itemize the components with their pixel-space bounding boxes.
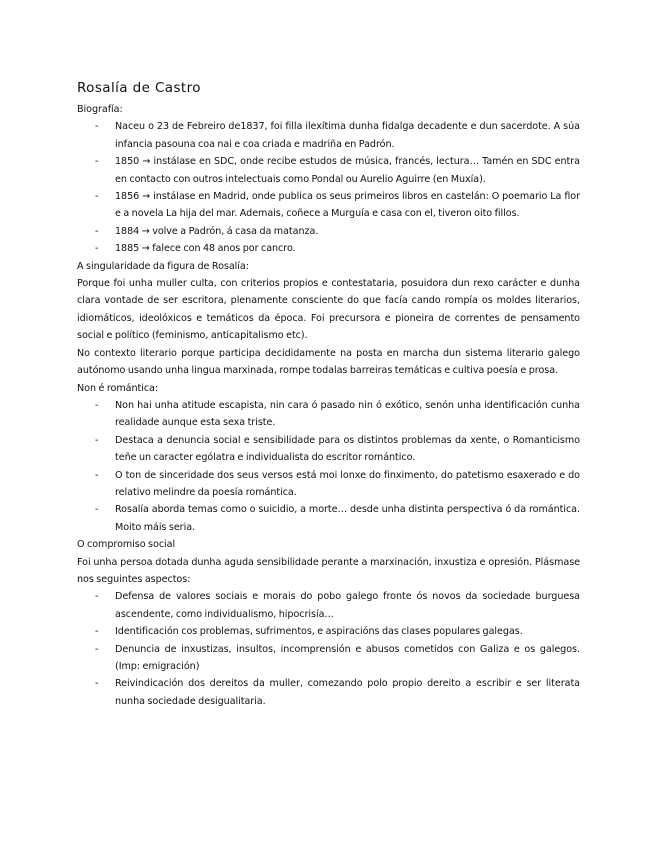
list-item (77, 501, 580, 536)
dash-bullet: - (95, 434, 99, 446)
social-commitment-paragraph: Foi unha persoa dotada dunha aguda sensibilidade perante a marxinación, inxustiza e opresión. Plásmase nos seguintes aspectos: (77, 556, 580, 585)
list-item (77, 118, 580, 153)
dash-bullet: - (95, 156, 99, 168)
dash-bullet: - (95, 643, 99, 655)
social-commitment-heading: O compromiso social (77, 539, 176, 551)
list-item-text: Denuncia de inxustizas, insultos, incomprensión e abusos cometidos con Galiza e os galegos. (Imp: emigración) (115, 643, 580, 672)
dash-bullet: - (95, 469, 99, 481)
biography-list (77, 118, 580, 257)
list-item-text: Reivindicación dos dereitos da muller, comezando polo propio dereito a escribir e ser literata nunha sociedade desigualitaria. (115, 678, 580, 707)
dash-bullet: - (95, 504, 99, 516)
document-title: Rosalía de Castro (77, 80, 201, 96)
list-item (77, 467, 580, 502)
list-item-text: 1856 → instálase en Madrid, onde publica os seus primeiros libros en castelán: O poemario La flor e a novela La hija del mar. Ademais, coñece a Murguía e casa con el, tiveron oito fillos. (115, 191, 580, 220)
dash-bullet: - (95, 591, 99, 603)
dash-bullet: - (95, 678, 99, 690)
list-item-text: 1850 → instálase en SDC, onde recibe estudos de música, francés, lectura… Tamén en SDC entra en contacto con outros intelectuais como Pondal ou Aurelio Aguirre (en Muxía). (115, 156, 580, 185)
list-item-text: Destaca a denuncia social e sensibilidade para os distintos problemas da xente, o Romanticismo teñe un caracter ególatra e individualista do escritor romántico. (115, 434, 580, 464)
list-item (77, 188, 580, 223)
list-item (77, 223, 580, 240)
dash-bullet: - (95, 399, 99, 411)
list-item (77, 153, 580, 188)
not-romantic-heading: Non é romántica: (77, 382, 159, 394)
list-item (77, 623, 580, 640)
singularity-paragraph: No contexto literario porque participa decididamente na posta en marcha dun sistema literario galego autónomo usando unha lingua marxinada, rompe todalas barreiras temáticas e cultiva poesía e prosa. (77, 347, 580, 377)
document-body (77, 101, 580, 710)
list-item (77, 675, 580, 710)
not-romantic-list (77, 397, 580, 536)
dash-bullet: - (95, 121, 99, 133)
list-item-text: Rosalía aborda temas como o suicidio, a morte… desde unha distinta perspectiva ó da romántica. Moito máis seria. (115, 504, 580, 533)
list-item (77, 397, 580, 432)
list-item-text: Non hai unha atitude escapista, nin cara ó pasado nin ó exótico, senón unha identificación cunha realidade aunque esta sexa triste. (115, 399, 580, 429)
dash-bullet: - (95, 191, 99, 203)
list-item-text: Identificación cos problemas, sufrimentos, e aspiracións das clases populares galegas. (115, 626, 523, 638)
list-item (77, 240, 580, 257)
dash-bullet: - (95, 243, 99, 255)
social-commitment-list (77, 588, 580, 710)
singularity-paragraph: Porque foi unha muller culta, con criterios propios e contestataria, posuidora dun rexo carácter e dunha clara vontade de ser escritora, plenamente consciente do que facía cando rompía os moldes literarios, idiomáticos, ideolóxicos e temáticos da época. Foi precursora e pioneira de correntes de pensamento social e político (feminismo, anticapitalismo etc). (77, 278, 580, 342)
list-item (77, 588, 580, 623)
list-item-text: Defensa de valores sociais e morais do pobo galego fronte ós novos da sociedade burguesa ascendente, como individualismo, hipocrisía… (115, 591, 580, 620)
dash-bullet: - (95, 626, 99, 638)
list-item-text: 1885 → falece con 48 anos por cancro. (115, 243, 296, 255)
list-item-text: O ton de sinceridade dos seus versos está moi lonxe do finximento, do patetismo esaxerado e do relativo melindre da poesía romántica. (115, 469, 580, 498)
singularity-heading: A singularidade da figura de Rosalía: (77, 260, 249, 272)
list-item-text: 1884 → volve a Padrón, á casa da matanza. (115, 225, 319, 237)
list-item (77, 432, 580, 467)
dash-bullet: - (95, 225, 99, 237)
list-item-text: Naceu o 23 de Febreiro de1837, foi filla ilexítima dunha fidalga decadente e dun sacerdote. A súa infancia pasouna coa nai e coa criada e madriña en Padrón. (115, 121, 580, 150)
biography-heading: Biografía: (77, 104, 123, 115)
list-item (77, 641, 580, 676)
